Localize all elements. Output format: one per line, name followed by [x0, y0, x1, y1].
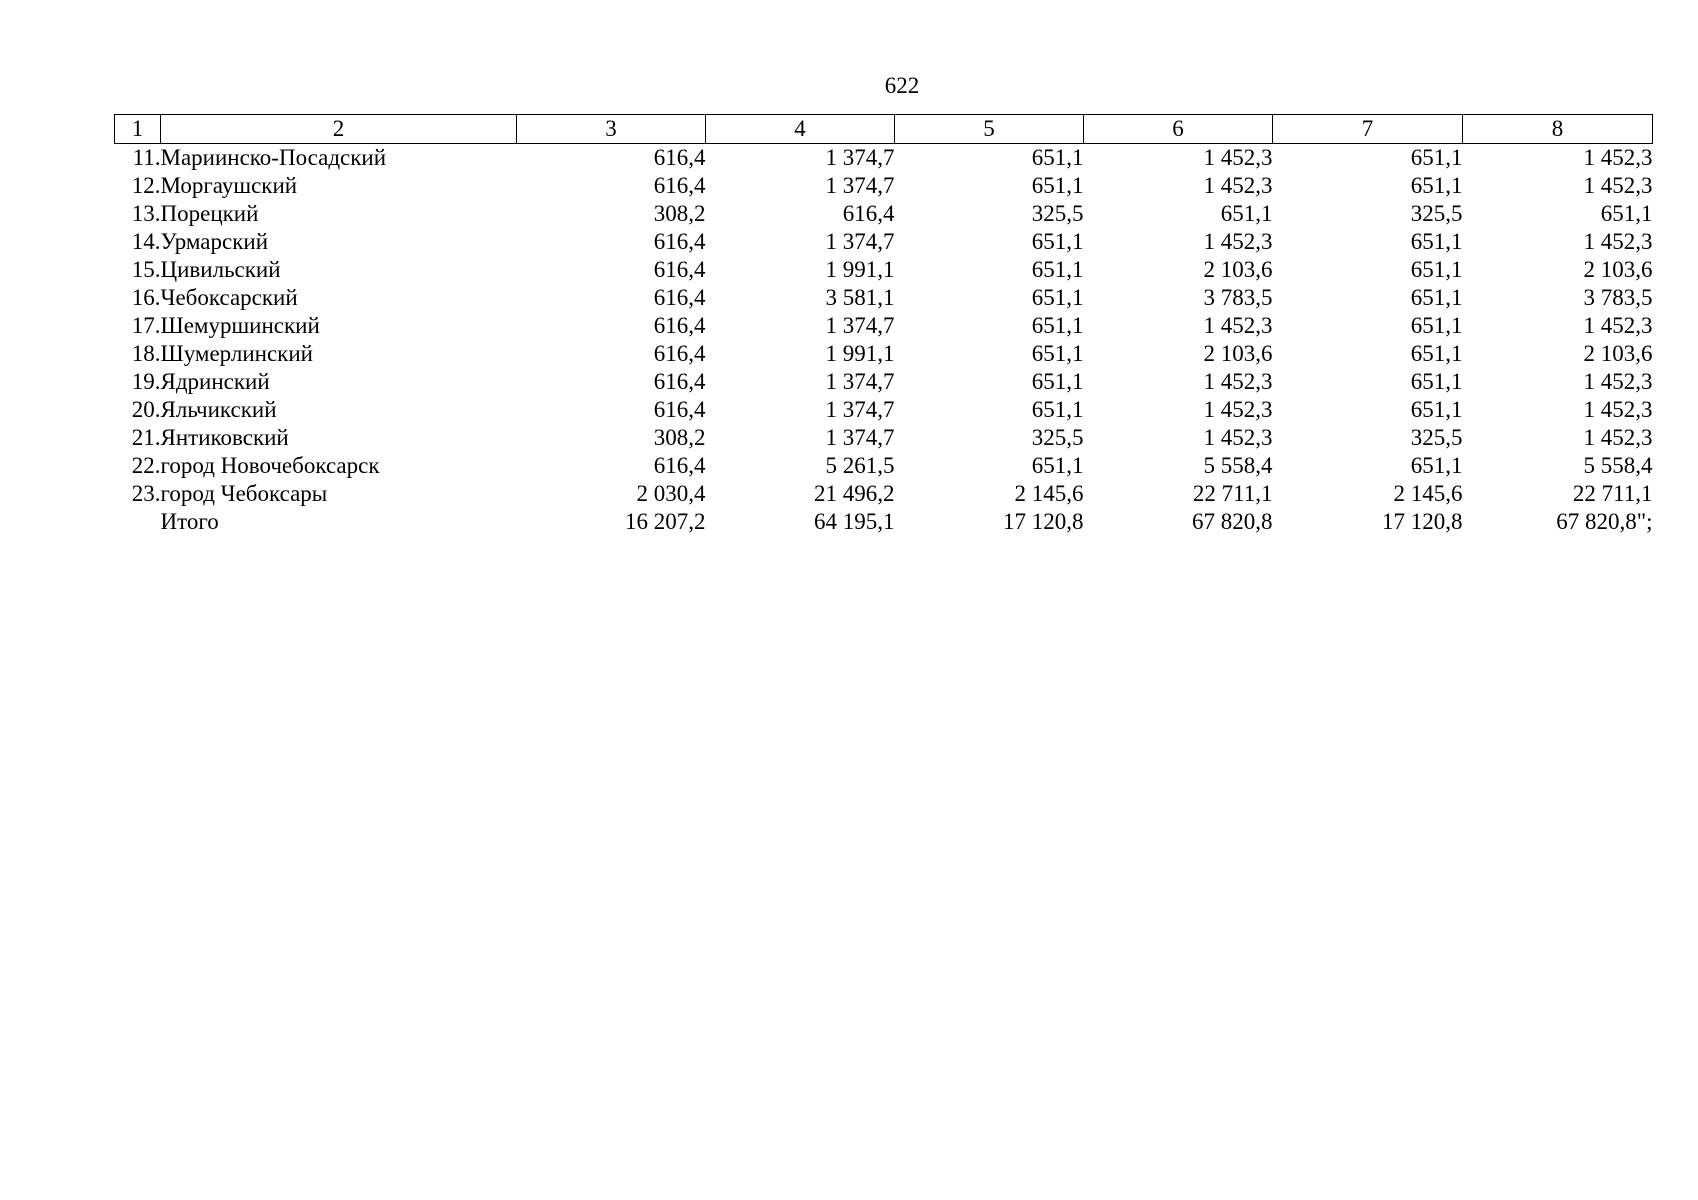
row-value-col-3: 616,4: [653, 313, 706, 338]
row-value-col-5: 651,1: [1031, 173, 1084, 198]
row-value-col-5: 2 145,6: [1014, 481, 1084, 506]
row-value-col-5: 651,1: [1031, 369, 1084, 394]
row-value-col-3: 616,4: [653, 257, 706, 282]
row-value-col-5: 651,1: [1031, 397, 1084, 422]
table-row: [115, 340, 1653, 368]
table-body: [115, 144, 1653, 537]
row-value-col-3: 16 207,2: [625, 509, 706, 534]
row-value-col-6: 651,1: [1220, 201, 1273, 226]
table-row: [115, 480, 1653, 508]
row-value-col-3: 616,4: [653, 369, 706, 394]
row-value-col-8: 1 452,3: [1583, 397, 1653, 422]
row-value-col-7: 651,1: [1410, 285, 1463, 310]
row-district-name: Порецкий: [160, 201, 259, 226]
table-row: [115, 200, 1653, 228]
row-value-col-5: 325,5: [1031, 201, 1084, 226]
row-value-col-6: 3 783,5: [1203, 285, 1273, 310]
row-number: 12.: [131, 173, 161, 198]
row-district-name: Чебоксарский: [160, 285, 298, 310]
row-number: 19.: [131, 369, 161, 394]
row-value-col-4: 1 374,7: [825, 369, 895, 394]
row-value-col-7: 651,1: [1410, 397, 1463, 422]
header-cell-4: 4: [706, 115, 895, 144]
row-value-col-4: 1 374,7: [825, 397, 895, 422]
row-number: 20.: [131, 397, 161, 422]
row-value-col-6: 1 452,3: [1203, 229, 1273, 254]
row-value-col-7: 325,5: [1410, 201, 1463, 226]
row-value-col-7: 651,1: [1410, 173, 1463, 198]
row-number: 23.: [131, 481, 161, 506]
row-value-col-4: 5 261,5: [825, 453, 895, 478]
row-number: [115, 508, 161, 536]
row-value-col-3: 2 030,4: [636, 481, 706, 506]
row-value-col-4: 1 374,7: [825, 229, 895, 254]
row-district-name: Мариинско-Посадский: [160, 145, 387, 170]
row-value-col-8: 1 452,3: [1583, 425, 1653, 450]
row-district-name: город Новочебоксарск: [160, 453, 380, 478]
row-value-col-6: 67 820,8: [1192, 509, 1273, 534]
page-number: 622: [884, 73, 920, 98]
row-value-col-5: 651,1: [1031, 229, 1084, 254]
row-value-col-6: 22 711,1: [1192, 481, 1273, 506]
row-number: 17.: [131, 313, 161, 338]
row-number: 15.: [131, 257, 161, 282]
row-value-col-5: 651,1: [1031, 453, 1084, 478]
row-value-col-3: 308,2: [653, 201, 706, 226]
row-value-col-6: 1 452,3: [1203, 313, 1273, 338]
row-value-col-4: 1 991,1: [825, 341, 895, 366]
row-value-col-7: 651,1: [1410, 453, 1463, 478]
row-value-col-3: 616,4: [653, 397, 706, 422]
row-value-col-7: 651,1: [1410, 369, 1463, 394]
row-district-name: Итого: [160, 509, 219, 534]
row-value-col-8: 1 452,3: [1583, 369, 1653, 394]
table-row: [115, 312, 1653, 340]
row-value-col-3: 616,4: [653, 341, 706, 366]
row-value-col-8: 2 103,6: [1583, 341, 1653, 366]
row-value-col-5: 651,1: [1031, 257, 1084, 282]
row-value-col-8: 1 452,3: [1583, 313, 1653, 338]
row-value-col-7: 2 145,6: [1393, 481, 1463, 506]
row-value-col-5: 651,1: [1031, 145, 1084, 170]
header-cell-1: 1: [115, 115, 161, 144]
row-value-col-6: 2 103,6: [1203, 341, 1273, 366]
row-number: 14.: [131, 229, 161, 254]
row-value-col-3: 616,4: [653, 173, 706, 198]
row-number: 18.: [131, 341, 161, 366]
row-district-name: Урмарский: [160, 229, 269, 254]
table-row: [115, 172, 1653, 200]
row-value-col-8: 67 820,8";: [1556, 509, 1653, 534]
header-cell-2: 2: [161, 115, 517, 144]
header-cell-5: 5: [895, 115, 1084, 144]
row-value-col-6: 1 452,3: [1203, 145, 1273, 170]
table-row: [115, 284, 1653, 312]
row-value-col-4: 1 991,1: [825, 257, 895, 282]
row-value-col-6: 1 452,3: [1203, 173, 1273, 198]
row-value-col-7: 651,1: [1410, 145, 1463, 170]
row-value-col-7: 325,5: [1410, 425, 1463, 450]
row-value-col-4: 1 374,7: [825, 425, 895, 450]
table-row: [115, 424, 1653, 452]
row-value-col-7: 651,1: [1410, 229, 1463, 254]
row-value-col-8: 1 452,3: [1583, 145, 1653, 170]
row-district-name: Моргаушский: [160, 173, 298, 198]
header-cell-7: 7: [1273, 115, 1463, 144]
row-number: 13.: [131, 201, 161, 226]
row-number: 22.: [131, 453, 161, 478]
row-value-col-8: 5 558,4: [1583, 453, 1653, 478]
table-row: [115, 368, 1653, 396]
row-value-col-8: 2 103,6: [1583, 257, 1653, 282]
table-row: [115, 144, 1653, 173]
row-value-col-5: 325,5: [1031, 425, 1084, 450]
row-value-col-3: 616,4: [653, 145, 706, 170]
row-value-col-3: 616,4: [653, 285, 706, 310]
row-district-name: город Чебоксары: [160, 481, 328, 506]
row-value-col-4: 1 374,7: [825, 313, 895, 338]
row-value-col-5: 651,1: [1031, 341, 1084, 366]
row-value-col-4: 616,4: [842, 201, 895, 226]
row-district-name: Цивильский: [160, 257, 281, 282]
row-value-col-6: 1 452,3: [1203, 425, 1273, 450]
row-value-col-7: 651,1: [1410, 341, 1463, 366]
table-row: [115, 396, 1653, 424]
row-value-col-5: 651,1: [1031, 285, 1084, 310]
row-value-col-6: 5 558,4: [1203, 453, 1273, 478]
row-value-col-4: 21 496,2: [814, 481, 895, 506]
row-district-name: Яльчикский: [160, 397, 277, 422]
row-value-col-3: 616,4: [653, 453, 706, 478]
row-value-col-4: 64 195,1: [814, 509, 895, 534]
row-value-col-3: 308,2: [653, 425, 706, 450]
row-value-col-6: 2 103,6: [1203, 257, 1273, 282]
row-value-col-8: 651,1: [1600, 201, 1653, 226]
table-row: [115, 452, 1653, 480]
row-value-col-4: 1 374,7: [825, 145, 895, 170]
row-value-col-7: 651,1: [1410, 257, 1463, 282]
row-value-col-8: 22 711,1: [1572, 481, 1653, 506]
table-row: [115, 508, 1653, 536]
table-row: [115, 228, 1653, 256]
row-district-name: Ядринский: [160, 369, 270, 394]
row-value-col-7: 651,1: [1410, 313, 1463, 338]
row-value-col-8: 1 452,3: [1583, 229, 1653, 254]
row-value-col-5: 651,1: [1031, 313, 1084, 338]
header-cell-8: 8: [1463, 115, 1653, 144]
header-cell-3: 3: [517, 115, 706, 144]
row-value-col-8: 3 783,5: [1583, 285, 1653, 310]
row-number: 11.: [132, 145, 161, 170]
row-value-col-6: 1 452,3: [1203, 369, 1273, 394]
row-value-col-8: 1 452,3: [1583, 173, 1653, 198]
header-row: [115, 115, 1653, 144]
row-number: 16.: [131, 285, 161, 310]
row-value-col-6: 1 452,3: [1203, 397, 1273, 422]
row-value-col-4: 3 581,1: [825, 285, 895, 310]
row-number: 21.: [131, 425, 161, 450]
row-value-col-5: 17 120,8: [1003, 509, 1084, 534]
row-district-name: Шумерлинский: [160, 341, 313, 366]
header-cell-6: 6: [1084, 115, 1273, 144]
row-value-col-7: 17 120,8: [1382, 509, 1463, 534]
row-value-col-3: 616,4: [653, 229, 706, 254]
row-value-col-4: 1 374,7: [825, 173, 895, 198]
data-table: [114, 114, 1653, 536]
row-district-name: Янтиковский: [160, 425, 289, 450]
row-district-name: Шемуршинский: [160, 313, 320, 338]
table-row: [115, 256, 1653, 284]
